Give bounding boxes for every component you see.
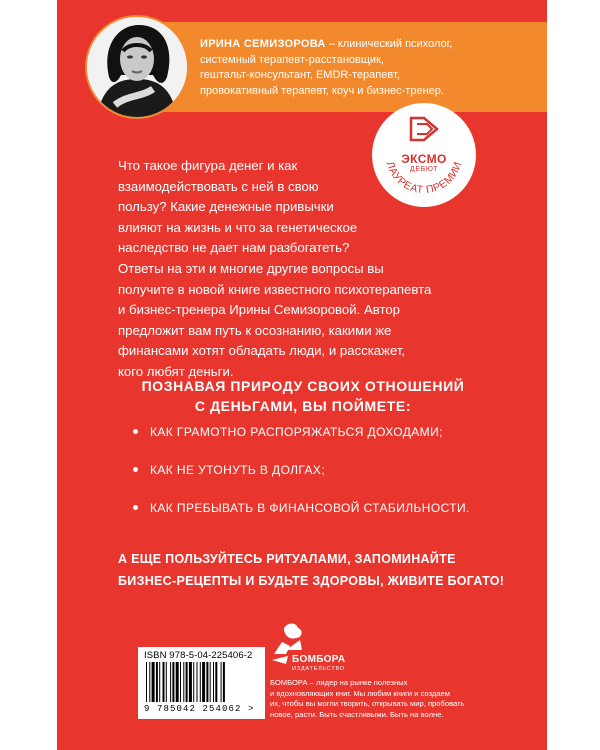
author-bio [200, 37, 540, 99]
description-line: взаимодействовать с ней в свою [118, 178, 319, 194]
barcode-bars-icon [146, 662, 258, 704]
benefits-headline [118, 376, 488, 416]
headline-line: С ДЕНЬГАМИ, ВЫ ПОЙМЕТЕ: [194, 398, 412, 414]
description-line: финансами хотят обладать люди, и расскажет, [118, 343, 406, 359]
closing-line: БИЗНЕС-РЕЦЕПТЫ И БУДЬТЕ ЗДОРОВЫ, ЖИВИТЕ БОГАТО! [118, 574, 505, 588]
list-item-text: КАК ПРЕБЫВАТЬ В ФИНАНСОВОЙ СТАБИЛЬНОСТИ. [150, 501, 470, 515]
author-bio-line: гештальт-консультант, EMDR-терапевт, [200, 69, 400, 81]
list-item [133, 463, 325, 477]
publisher-blurb-line: БОМБОРА – лидер на рынке полезных [270, 678, 408, 687]
author-name: ИРИНА СЕМИЗОРОВА [200, 38, 326, 50]
description-line: Что такое фигура денег и как [118, 158, 298, 173]
badge-brand: ЭКСМО [401, 152, 447, 166]
description-line: Ответы на эти и многие другие вопросы вы [118, 260, 384, 276]
publisher-blurb-line: и вдохновляющих книг. Мы любим книги и создаем [270, 688, 451, 698]
description-line: кого любят деньги. [118, 363, 234, 379]
list-item [133, 501, 470, 515]
publisher-blurb-line: их, чтобы вы могли творить, открывать мир, пробовать [270, 699, 465, 708]
publisher-blurb [270, 678, 465, 720]
description-line: и бизнес-тренера Ирины Семизоровой. Автор [118, 302, 401, 318]
book-description [118, 156, 488, 383]
headline-line: ПОЗНАВАЯ ПРИРОДУ СВОИХ ОТНОШЕНИЙ [141, 378, 465, 394]
publisher-blurb-line: новое, расти. Быть счастливыми. Быть на волне. [270, 709, 444, 719]
description-line: пользу? Какие денежные привычки [118, 199, 334, 215]
publisher-name: БОМБОРА [292, 654, 346, 665]
description-line: наследство не дает нам разбогатеть? [118, 240, 350, 256]
badge-sub: ДЕБЮТ [410, 166, 438, 173]
bullet-dot-icon [133, 467, 138, 472]
author-bio-line: системный терапевт-расстановщик, [200, 53, 384, 66]
author-photo [85, 15, 189, 119]
list-item [133, 425, 443, 439]
svg-text:ЛАУРЕАТ ПРЕМИИ: ЛАУРЕАТ ПРЕМИИ [383, 160, 465, 197]
list-item-text: КАК НЕ УТОНУТЬ В ДОЛГАХ; [150, 463, 326, 477]
author-bio-line: – клинический психолог, [325, 38, 453, 50]
list-item-text: КАК ГРАМОТНО РАСПОРЯЖАТЬСЯ ДОХОДАМИ; [150, 425, 443, 439]
bullet-dot-icon [133, 429, 138, 434]
publisher-sub: ИЗДАТЕЛЬСТВО [292, 666, 345, 672]
closing-line: А ЕЩЕ ПОЛЬЗУЙТЕСЬ РИТУАЛАМИ, ЗАПОМИНАЙТЕ [118, 552, 456, 566]
isbn-label: ISBN 978-5-04-225406-2 [144, 650, 253, 661]
barcode-digits: 9 785042 254062 > [144, 704, 255, 714]
description-line: предложит вам путь к осознанию, какими же [118, 322, 392, 338]
bullet-dot-icon [133, 505, 138, 510]
description-line: влияют на жизнь и что за генетическое [118, 219, 358, 235]
barcode-box [138, 647, 265, 719]
author-bio-line: провокативный терапевт, коуч и бизнес-тренер. [200, 84, 444, 97]
description-line: получите в новой книге известного психотерапевта [118, 281, 432, 297]
closing-text [118, 548, 518, 592]
